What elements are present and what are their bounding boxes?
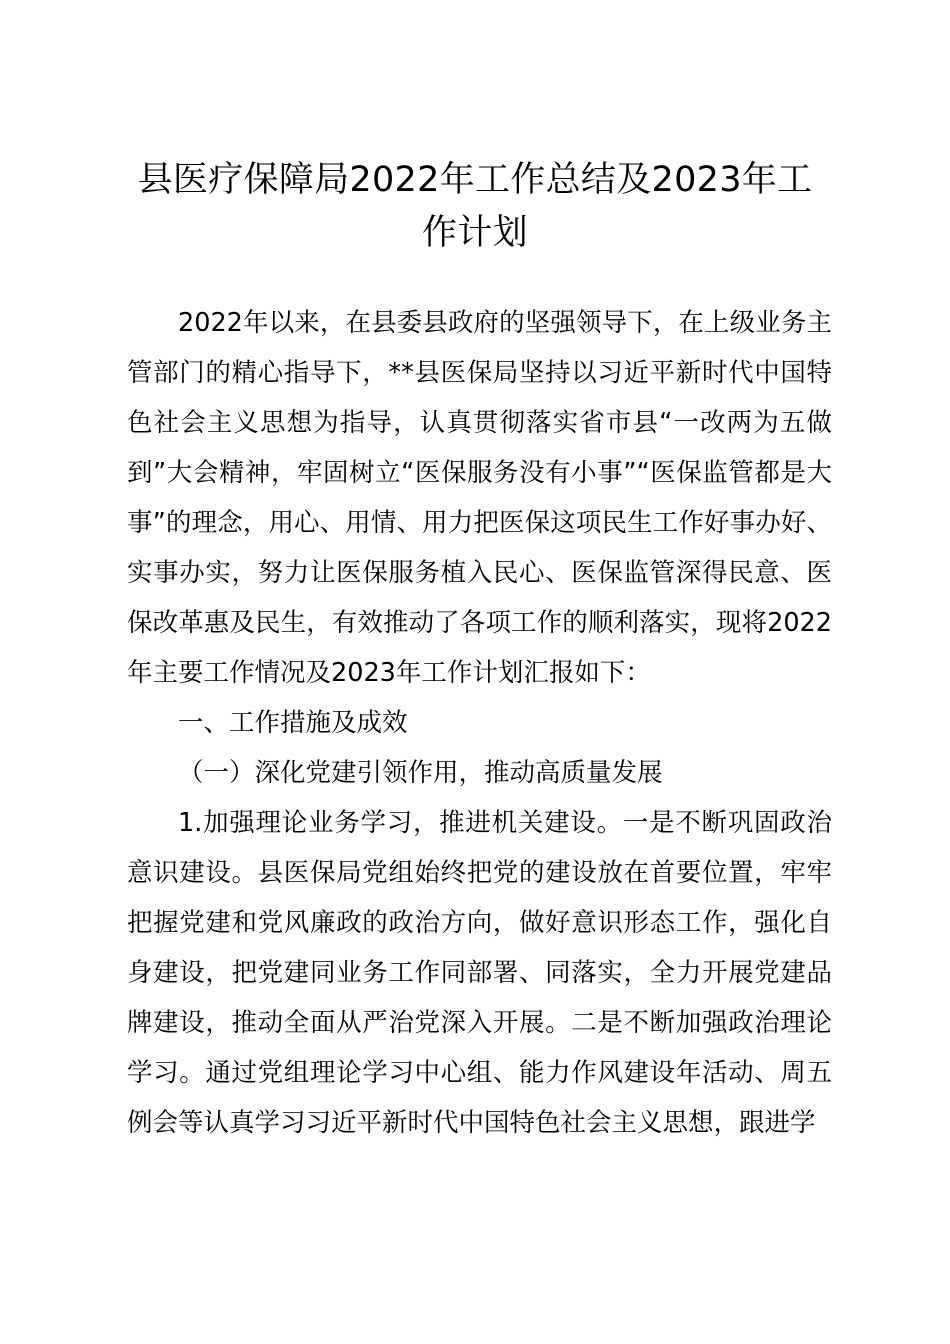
document-title: 县医疗保障局2022年工作总结及2023年工作计划 <box>137 160 813 253</box>
intro-paragraph: 2022年以来，在县委县政府的坚强领导下，在上级业务主管部门的精心指导下，**县医保局坚持以习近平新时代中国特色社会主义思想为指导，认真贯彻落实省市县“一改两为五做到”大会精神，牢固树立“医保服务没有小事”“医保监管都是大事”的理念，用心、用情、用力把医保这项民生工作好事办好、实事办实，努力让医保服务植入民心、医保监管深得民意、医保改革惠及民生，有效推动了各项工作的顺利落实，现将2022年主要工作情况及2023年工作计划汇报如下： <box>127 308 832 688</box>
subsection-heading: （一）深化党建引领作用，推动高质量发展 <box>178 758 663 788</box>
section-heading: 一、工作措施及成效 <box>178 708 408 738</box>
document-body <box>127 298 832 1148</box>
body-paragraph: 1.加强理论业务学习，推进机关建设。一是不断巩固政治意识建设。县医保局党组始终把党的建设放在首要位置，牢牢把握党建和党风廉政的政治方向，做好意识形态工作，强化自身建设，把党建同业务工作同部署、同落实，全力开展党建品牌建设，推动全面从严治党深入开展。二是不断加强政治理论学习。通过党组理论学习中心组、能力作风建设年活动、周五例会等认真学习习近平新时代中国特色社会主义思想，跟进学 <box>127 808 832 1138</box>
